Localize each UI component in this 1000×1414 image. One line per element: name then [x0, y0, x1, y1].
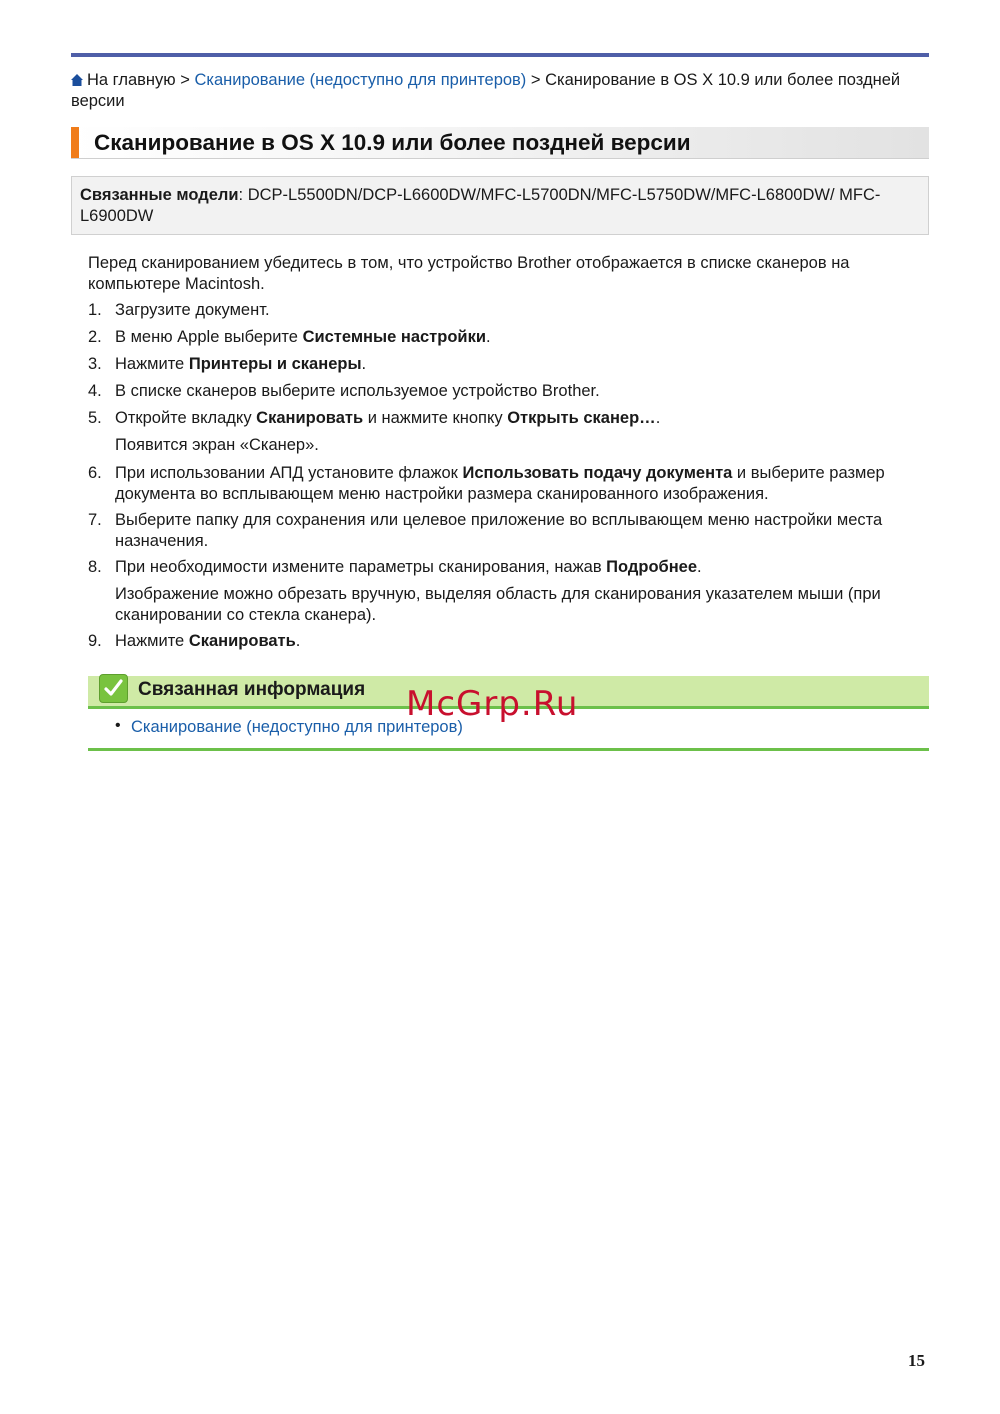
breadcrumb-current: Сканирование в OS X 10.9 или более поздней версии — [71, 71, 901, 110]
page-title: Сканирование в OS X 10.9 или более поздней версии — [94, 130, 691, 155]
title-accent-bar — [71, 127, 79, 158]
breadcrumb — [71, 70, 929, 112]
list-bullet: • — [115, 717, 121, 734]
step-8-note: Изображение можно обрезать вручную, выделяя область для сканирования указателем мыши (при сканировании со стекла сканера). — [115, 585, 881, 624]
page-number: 15 — [908, 1351, 925, 1370]
breadcrumb-separator: > — [175, 71, 195, 89]
models-label: Связанные модели — [80, 186, 239, 204]
step-5-note: Появится экран «Сканер». — [115, 436, 319, 454]
related-models-box — [71, 176, 929, 235]
home-icon[interactable] — [71, 74, 83, 86]
main-content: Перед сканированием убедитесь в том, что устройство Brother отображается в списке сканеров на компьютере Macintosh. 1. Загрузите документ. 2. В меню Apple выберите Системные настройки. 3. Нажмите Принтеры и сканеры. 4. В списке сканеров выберите используемое устройство Brother. 5. Откройте вкладку Сканировать и нажмите кнопку Открыть сканер…. Появится экран «Сканер». 6. При использовании АПД установите флажок Использовать подачу документа и выберите размер документа во всплывающем меню настройки размера сканированного изображения. 7. Выберите папку для сохранения или целевое приложение во всплывающем меню настройки места назначения. 8. При необходимости измените параметры сканирования, нажав Подробнее. Изображение можно обрезать вручную, выделяя область для сканирования указателем мыши (при сканировании со стекла сканера). 9. Нажмите Сканировать. — [88, 253, 918, 295]
page-title-bar — [71, 127, 929, 159]
watermark: McGrp.Ru — [406, 684, 579, 724]
checkmark-icon — [99, 674, 128, 703]
related-info-title: Связанная информация — [138, 679, 366, 700]
models-value: : DCP-L5500DN/DCP-L6600DW/MFC-L5700DN/MFC-L5750DW/MFC-L6800DW/ MFC-L6900DW — [80, 186, 881, 225]
breadcrumb-separator: > — [526, 71, 546, 89]
top-rule — [71, 53, 929, 57]
breadcrumb-home[interactable]: На главную — [87, 71, 176, 89]
breadcrumb-link-scanning[interactable]: Сканирование (недоступно для принтеров) — [194, 71, 527, 89]
related-link-scanning[interactable]: Сканирование (недоступно для принтеров) — [131, 718, 463, 736]
intro-text: Перед сканированием убедитесь в том, что устройство Brother отображается в списке сканеров на компьютере Macintosh. — [88, 254, 850, 293]
